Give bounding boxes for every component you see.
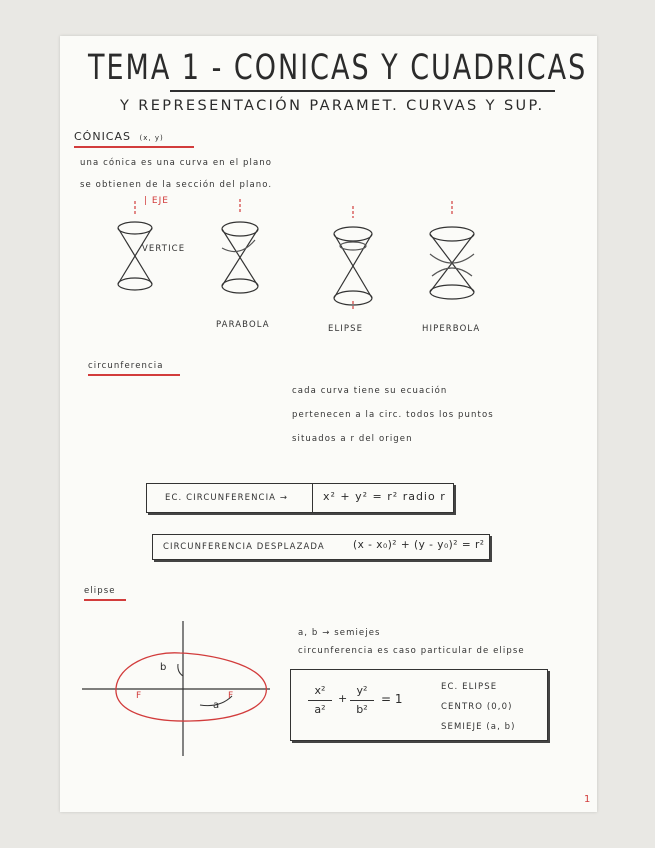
conicas-note-2: se obtienen de la sección del plano.	[80, 180, 273, 190]
circunferencia-eq-formula: x² + y² = r² radio r	[323, 490, 446, 503]
elipse-info-1: EC. ELIPSE	[441, 682, 498, 692]
desplazada-formula: (x - x₀)² + (y - y₀)² = r²	[353, 539, 485, 551]
circunferencia-note-2: pertenecen a la circ. todos los puntos	[292, 410, 494, 420]
eje-label: | EJE	[144, 196, 169, 206]
page-subtitle: Y REPRESENTACIÓN PARAMET. CURVAS Y SUP.	[120, 98, 545, 114]
frac1-num: x²	[314, 684, 326, 697]
label-focus-1: F	[136, 691, 143, 701]
frac2-den: b²	[356, 703, 368, 716]
page-title: TEMA 1 - CONICAS Y CUADRICAS	[88, 48, 588, 89]
elipse-info-3: SEMIEJE (a, b)	[441, 722, 516, 732]
caso-particular-note: circunferencia es caso particular de elipse	[298, 646, 525, 656]
circunferencia-note-1: cada curva tiene su ecuación	[292, 386, 448, 396]
section-heading-circunferencia: circunferencia	[88, 361, 164, 371]
label-parabola: PARABOLA	[216, 320, 270, 330]
section-heading-elipse: elipse	[84, 586, 116, 596]
label-b: b	[160, 662, 167, 673]
conicas-note-1: una cónica es una curva en el plano	[80, 158, 273, 168]
frac1-den: a²	[314, 703, 326, 716]
vertice-label: VERTICE	[142, 244, 186, 254]
label-focus-2: F	[228, 691, 235, 701]
formula-rhs: = 1	[381, 692, 403, 706]
label-a: a	[213, 700, 220, 711]
circunferencia-eq-label: EC. CIRCUNFERENCIA →	[165, 493, 289, 503]
semiejes-note: a, b → semiejes	[298, 628, 381, 638]
notebook-page	[60, 36, 597, 812]
label-hiperbola: HIPERBOLA	[422, 324, 481, 334]
plus-sign: +	[338, 692, 348, 705]
circunferencia-note-3: situados a r del origen	[292, 434, 413, 444]
label-elipse: ELIPSE	[328, 324, 364, 334]
desplazada-label: CIRCUNFERENCIA DESPLAZADA	[163, 542, 325, 552]
frac2-num: y²	[356, 684, 368, 697]
ellipse-curve	[116, 653, 266, 721]
elipse-equation-box	[290, 669, 548, 741]
section-heading-conicas: CÓNICAS (x, y)	[74, 130, 164, 143]
page-number: 1	[584, 794, 591, 805]
elipse-info-2: CENTRO (0,0)	[441, 702, 513, 712]
